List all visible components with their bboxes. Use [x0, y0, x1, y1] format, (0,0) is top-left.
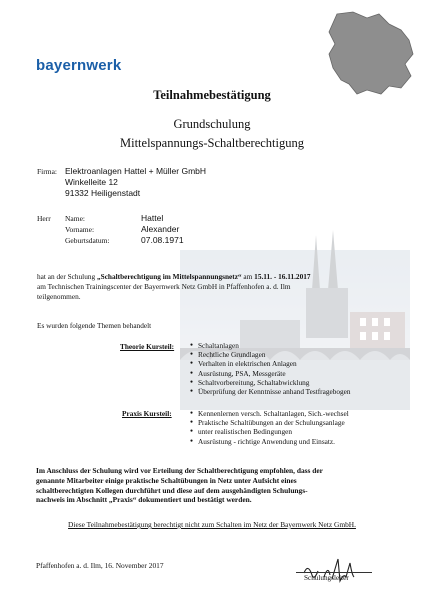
- list-item: ● Kennenlernen versch. Schaltanlagen, Sich.-wechsel: [190, 409, 400, 418]
- participation-line2: am Technischen Trainingscenter der Bayernwerk Netz GmbH in Pfaffenhofen a. d. Ilm: [37, 282, 291, 291]
- birthdate-label: Geburtsdatum:: [65, 236, 110, 245]
- participation-line3: teilgenommen.: [37, 292, 81, 301]
- signature-image: [300, 555, 360, 587]
- recommendation-line: genannte Mitarbeiter einige praktische Schaltübungen in Netz unter Aufsicht eines: [36, 475, 297, 485]
- theory-label: Theorie Kursteil:: [120, 342, 175, 351]
- document-title: Teilnahmebestätigung: [153, 88, 271, 102]
- company-city: 91332 Heiligenstadt: [65, 188, 141, 198]
- bavaria-map-icon: [323, 10, 415, 96]
- first-name-label: Vorname:: [65, 225, 95, 234]
- list-item: ● Verhalten in elektrischen Anlagen: [190, 359, 400, 368]
- disclaimer: Diese Teilnahmebestätigung berechtigt nicht zum Schalten im Netz der Bayernwerk Netz GmbH.: [68, 520, 356, 529]
- recommendation-line: nachweis im Abschnitt „Praxis“ dokumentiert und bestätigt werden.: [36, 495, 252, 505]
- participation-line1: hat an der Schulung „Schaltberechtigung im Mittelspannungsnetz“ am 15.11. - 16.11.2017: [37, 272, 311, 281]
- recommendation-line: schaltberechtigten Kollegen durchführt und diese auf dem ausgehändigten Schulungs-: [36, 485, 308, 495]
- recommendation-paragraph: [36, 466, 388, 505]
- list-item: ● Praktische Schaltübungen an der Schulungsanlage: [190, 418, 400, 427]
- list-item: ● unter realistischen Bedingungen: [190, 427, 400, 436]
- company-street: Winkelleite 12: [65, 177, 118, 187]
- name-value: Hattel: [141, 213, 164, 223]
- salutation: Herr: [37, 214, 51, 223]
- practice-list: [190, 409, 400, 446]
- first-name-value: Alexander: [141, 224, 180, 234]
- list-item: ● Rechtliche Grundlagen: [190, 350, 400, 359]
- list-item: ● Schaltanlagen: [190, 341, 400, 350]
- company-label: Firma:: [37, 167, 57, 176]
- signature-label: Schulungsleiter: [304, 574, 349, 582]
- list-item: ● Überprüfung der Kenntnisse anhand Testfragebogen: [190, 387, 400, 396]
- birthdate-value: 07.08.1971: [141, 235, 184, 245]
- name-label: Name:: [65, 214, 85, 223]
- signature-line: [296, 572, 372, 573]
- recommendation-line: Im Anschluss der Schulung wird vor Erteilung der Schaltberechtigung empfohlen, dass der: [36, 466, 323, 475]
- course-title-line2: Mittelspannungs-Schaltberechtigung: [120, 136, 304, 150]
- bayernwerk-logo: bayernwerk: [36, 57, 122, 74]
- list-item: ● Ausrüstung - richtige Anwendung und Einsatz.: [190, 437, 400, 446]
- course-title-line1: Grundschulung: [173, 117, 251, 131]
- place-date: Pfaffenhofen a. d. Ilm, 16. November 2017: [36, 561, 164, 570]
- list-item: ● Schaltvorbereitung, Schaltabwicklung: [190, 378, 400, 387]
- practice-label: Praxis Kursteil:: [122, 409, 172, 418]
- company-name: Elektroanlagen Hattel + Müller GmbH: [65, 166, 207, 176]
- list-item: ● Ausrüstung, PSA, Messgeräte: [190, 369, 400, 378]
- topics-intro: Es wurden folgende Themen behandelt: [37, 321, 152, 330]
- theory-list: [190, 341, 400, 396]
